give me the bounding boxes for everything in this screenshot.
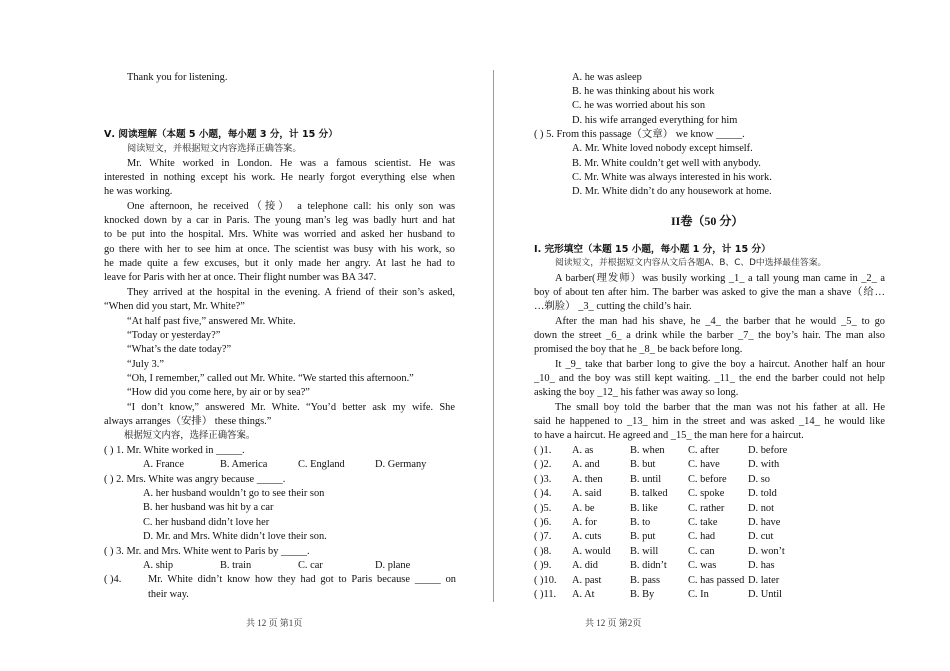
cloze-option: A. did [572, 560, 598, 572]
question-4-number: ( )4. [104, 574, 122, 585]
column-divider [493, 70, 494, 602]
q2-option: A. her husband wouldn’t go to see their son [143, 488, 325, 499]
para3-line: They arrived at the hospital in the evening. A friend of their son’s asked, [127, 287, 455, 298]
cloze-line: A barber(理发师）was busily working _1_ a tall young man came in _2_ a [555, 273, 885, 284]
cloze-option: C. rather [688, 502, 725, 514]
q5-option: B. Mr. White couldn’t get well with anybody. [572, 158, 761, 169]
question-2: ( ) 2. Mrs. White was angry because _____. [104, 474, 286, 485]
dialog-line: “July 3.” [127, 359, 164, 370]
cloze-question-number: ( )5. [534, 502, 552, 514]
dialog-line: “Oh, I remember,” called out Mr. White. “We started this afternoon.” [127, 373, 414, 384]
choose-instruction: 根据短文内容，选择正确答案。 [124, 430, 256, 441]
q3-option: B. train [220, 560, 252, 571]
para2-line: One afternoon, he received（接） a telephone call: his only son was [127, 201, 455, 212]
cloze-option: C. was [688, 560, 717, 572]
q4-option: D. his wife arranged everything for him [572, 115, 738, 126]
dialog-line: “At half past five,” answered Mr. White. [127, 316, 296, 327]
q1-option: D. Germany [375, 459, 427, 470]
cloze-question-number: ( )4. [534, 488, 552, 500]
q3-option: A. ship [143, 560, 174, 571]
para2-line: leave for Paris with her at once. Their flight number was BA 347. [104, 272, 377, 283]
part-2-heading: II卷（50 分） [671, 214, 744, 228]
cloze-line: boy of about ten after him. The barber was asked to give the man a shave（给… [534, 287, 885, 298]
cloze-question-number: ( )9. [534, 560, 552, 572]
q4-option: C. he was worried about his son [572, 100, 706, 111]
thanks-line: Thank you for listening. [127, 72, 228, 83]
q4-option: B. he was thinking about his work [572, 86, 715, 97]
section-i-heading: Ⅰ. 完形填空（本题 15 小题，每小题 1 分，计 15 分） [534, 244, 771, 255]
q1-option: B. America [220, 459, 268, 470]
cloze-option: B. like [630, 502, 658, 514]
para2-line: to be put into the hospital. Mrs. White was worried and asked her husband to [104, 229, 455, 240]
section-i-instruction: 阅读短文，并根据短文内容从文后各题A、B、C、D中选择最佳答案。 [555, 258, 827, 268]
cloze-option: A. past [572, 574, 602, 586]
cloze-option: D. has [748, 560, 775, 572]
cloze-option: C. take [688, 517, 718, 528]
cloze-option: C. spoke [688, 488, 725, 500]
para2-line: he made quite a few excuses, but it only made her angry. At last he had to [104, 258, 455, 269]
cloze-option: B. pass [630, 574, 661, 586]
question-5: ( ) 5. From this passage（文章） we know _____. [534, 129, 745, 140]
cloze-question-number: ( )8. [534, 545, 552, 557]
cloze-option: D. so [748, 473, 770, 485]
cloze-option: A. would [572, 545, 611, 557]
cloze-question-number: ( )7. [534, 531, 552, 543]
q4-option: A. he was asleep [572, 72, 642, 83]
cloze-option: C. before [688, 473, 727, 485]
para1-line: Mr. White worked in London. He was a famous scientist. He was [127, 158, 455, 169]
cloze-option: A. as [572, 445, 594, 456]
cloze-option: D. won’t [748, 545, 785, 557]
cloze-option: D. have [748, 517, 781, 528]
q5-option: C. Mr. White was always interested in his work. [572, 172, 772, 183]
cloze-line: said he happened to _13_ him in the street and was asked _14_ he would like [534, 416, 885, 427]
dialog-line: “How did you come here, by air or by sea?” [127, 387, 310, 398]
cloze-line: It _9_ take that barber long to give the boy a haircut. Another half an hour [555, 359, 885, 370]
cloze-option: C. have [688, 459, 720, 471]
q1-option: A. France [143, 459, 184, 470]
cloze-line: down the street _6_ a drink while the barber _7_ the boy’s hair. The man also [534, 330, 885, 341]
q1-option: C. England [298, 459, 345, 470]
cloze-option: D. told [748, 488, 777, 500]
cloze-line: The small boy told the barber that the man was not his father at all. He [555, 402, 885, 413]
para2-line: knocked down by a car in Paris. The young man’s leg was badly hurt and hat [104, 215, 455, 226]
cloze-option: D. before [748, 445, 788, 456]
q3-option: D. plane [375, 560, 411, 571]
para2-line: go there with her to see him at once. The scientist was busy with his work, so [104, 244, 455, 255]
section-v-heading: Ⅴ. 阅读理解（本题 5 小题，每小题 3 分，计 15 分） [104, 129, 338, 140]
page-footer-left: 共 12 页 第1页 [246, 618, 303, 628]
cloze-option: A. cuts [572, 531, 602, 543]
cloze-option: B. didn’t [630, 560, 667, 572]
question-1: ( ) 1. Mr. White worked in _____. [104, 445, 245, 456]
cloze-question-number: ( )1. [534, 445, 552, 456]
question-3: ( ) 3. Mr. and Mrs. White went to Paris by _____. [104, 546, 310, 557]
cloze-option: A. be [572, 502, 595, 514]
cloze-question-number: ( )10. [534, 574, 557, 586]
cloze-line: to have a haircut. He agreed and _15_ the man here for a haircut. [534, 430, 804, 441]
cloze-option: B. to [630, 517, 651, 528]
cloze-option: B. By [630, 589, 655, 600]
cloze-question-number: ( )6. [534, 517, 552, 528]
q2-option: D. Mr. and Mrs. White didn’t love their son. [143, 531, 327, 542]
cloze-option: C. after [688, 445, 720, 456]
cloze-line: _10_ and the boy was still kept waiting. _11_ the end the barber could not help [534, 373, 885, 384]
cloze-option: D. later [748, 574, 780, 586]
q2-option: B. her husband was hit by a car [143, 502, 274, 513]
cloze-option: C. has passed [688, 574, 745, 586]
dialog-line: “Today or yesterday?” [127, 330, 221, 341]
question-4-text: Mr. White didn’t know how they had got to Paris because _____ on [148, 574, 456, 585]
section-v-instruction: 阅读短文，并根据短文内容选择正确答案。 [127, 143, 302, 154]
page-footer-right: 共 12 页 第2页 [585, 618, 642, 628]
cloze-option: B. but [630, 459, 656, 471]
cloze-option: B. talked [630, 488, 668, 500]
cloze-option: B. will [630, 545, 659, 557]
dialog-line: “What’s the date today?” [127, 344, 232, 355]
cloze-question-number: ( )2. [534, 459, 552, 471]
q3-option: C. car [298, 560, 323, 571]
cloze-option: D. Until [748, 589, 783, 600]
cloze-option: A. then [572, 473, 603, 485]
cloze-option: A. and [572, 459, 600, 471]
para1-line: he was working. [104, 186, 173, 197]
cloze-option: D. with [748, 459, 780, 471]
cloze-option: A. At [572, 589, 595, 600]
cloze-option: C. had [688, 531, 716, 543]
cloze-option: C. can [688, 545, 715, 557]
cloze-option: A. said [572, 488, 602, 500]
q5-option: D. Mr. White didn’t do any housework at home. [572, 186, 772, 197]
cloze-option: B. when [630, 445, 665, 456]
cloze-option: D. cut [748, 531, 774, 543]
cloze-question-number: ( )11. [534, 589, 557, 600]
cloze-option: D. not [748, 502, 774, 514]
cloze-option: A. for [572, 517, 597, 528]
cloze-option: B. until [630, 473, 662, 485]
q5-option: A. Mr. White loved nobody except himself. [572, 143, 753, 154]
q2-option: C. her husband didn’t love her [143, 517, 270, 528]
para-last-line: always arranges（安排） these things.” [104, 416, 272, 427]
para1-line: interested in nothing except his work. He nearly forgot everything else when [104, 172, 455, 183]
cloze-line: After the man had his shave, he _4_ the barber that he would _5_ to go [555, 316, 885, 327]
cloze-option: B. put [630, 531, 656, 543]
cloze-line: asking the boy _12_ his father was away so long. [534, 387, 739, 398]
cloze-line: promised the boy that he _8_ be back before long. [534, 344, 743, 355]
cloze-question-number: ( )3. [534, 473, 552, 485]
para-last-line: “I don’t know,” answered Mr. White. “You’d better ask my wife. She [127, 402, 455, 413]
question-4-text: their way. [148, 589, 189, 600]
para3-line: “When did you start, Mr. White?” [104, 301, 245, 312]
cloze-line: …剃脸） _3_ cutting the child’s hair. [534, 301, 692, 312]
cloze-option: C. In [688, 589, 709, 600]
